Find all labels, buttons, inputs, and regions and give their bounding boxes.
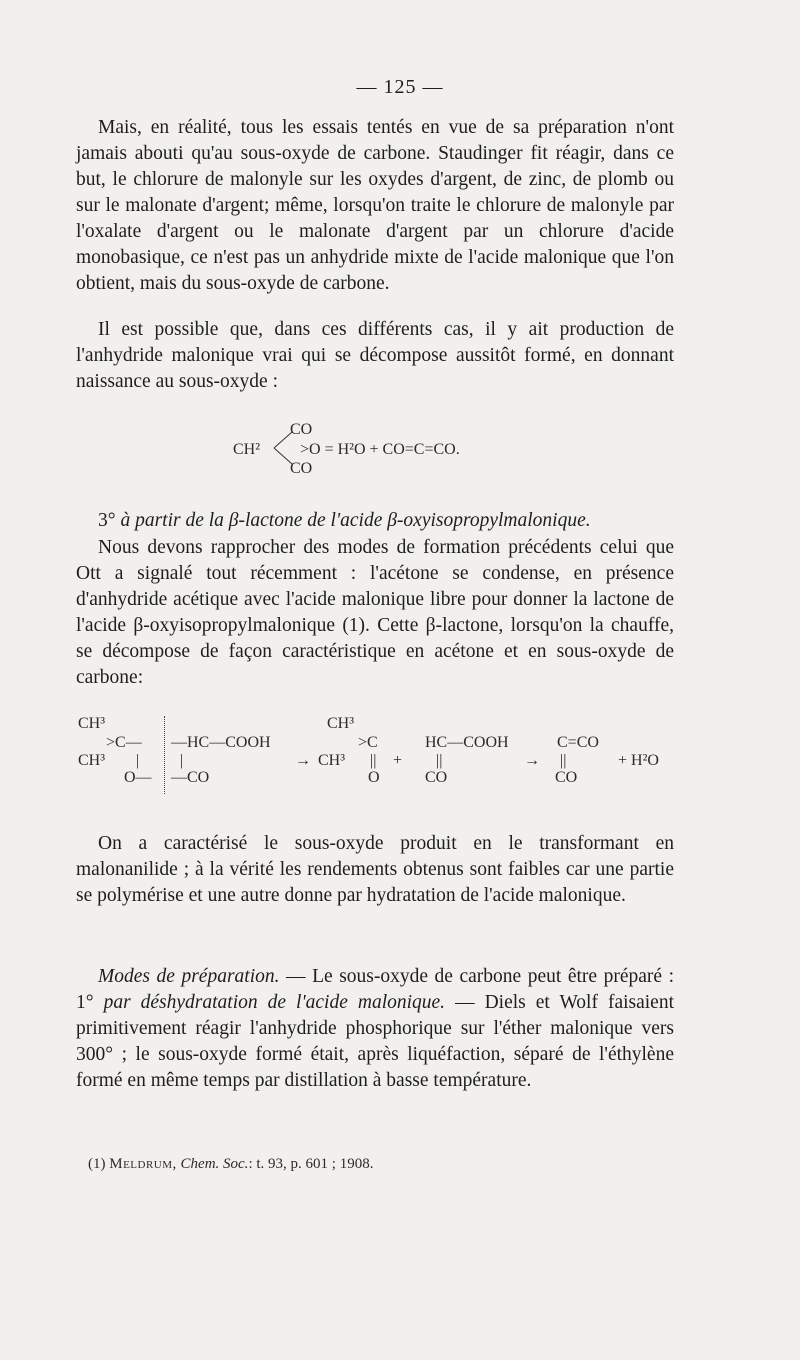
eq2-l-hc: —HC—COOH bbox=[171, 734, 271, 751]
footnote bbox=[88, 1156, 373, 1173]
eq2-l-bar2: | bbox=[180, 752, 184, 769]
eq1-co-top: CO bbox=[290, 421, 313, 438]
eq2-m-dbl1: || bbox=[370, 752, 377, 769]
eq2-m-co: CO bbox=[425, 769, 448, 786]
paragraph-5-a: — Le sous-oxyde de carbone peut être préparé : 1° bbox=[76, 966, 675, 1013]
eq2-l-co: —CO bbox=[171, 769, 210, 786]
heading-number: 3° bbox=[98, 510, 116, 531]
paragraph-1-text: Mais, en réalité, tous les essais tentés en vue de sa préparation n'ont jamais abouti qu'au sous-oxyde de carbone. Staudinger fit réagir, dans ce but, le chlorure de malonyle sur les oxydes d'argent, de zinc, de plomb ou sur le malonate d'argent; même, lorsqu'on traite le chlorure de malonyle par l'oxalate d'argent ou le malonate d'argent par un chlorure d'acide monobasique, ce n'est pas un anhydride mixte de l'acide malonique que l'on obtient, mais du sous-oxyde de carbone. bbox=[76, 117, 674, 294]
eq2-m-ch3-top: CH³ bbox=[327, 715, 355, 732]
eq2-dotted-line-1 bbox=[164, 716, 165, 794]
paragraph-3-text: Nous devons rapprocher des modes de formation précédents celui que Ott a signalé tout récemment : l'acétone se condense, en présence d'anhydride acétique avec l'acide malonique libre pour donner la lactone de l'acide β-oxyisopropylmalonique (1). Cette β-lactone, lorsqu'on la chauffe, se décompose de façon caractéristique en acétone et en sous-oxyde de carbone: bbox=[76, 537, 674, 688]
eq2-m-ch3-bot: CH³ bbox=[318, 752, 346, 769]
eq1-bonds bbox=[270, 428, 300, 468]
paragraph-5-c: — Diels et Wolf faisaient primitivement réagir l'anhydride phosphorique sur l'éther malonique vers 300° ; le sous-oxyde formé était, après liquéfaction, séparé de l'éthylène formé en même temps par distillation à basse température. bbox=[76, 992, 674, 1091]
eq2-r-dbl: || bbox=[560, 752, 567, 769]
eq2-arrow-1: → bbox=[295, 752, 311, 769]
section-heading-3 bbox=[76, 508, 674, 534]
paragraph-4-text: On a caractérisé le sous-oxyde produit en le transformant en malonanilide ; à la vérité les rendements obtenus sont faibles car une partie se polymérise et une autre donne par hydratation de l'acide malonique. bbox=[76, 833, 674, 906]
paragraph-5-b: par déshydratation de l'acide malonique. bbox=[103, 992, 446, 1013]
eq2-r-c: C=CO bbox=[557, 734, 599, 751]
eq2-l-c: >C— bbox=[106, 734, 142, 751]
paragraph-1 bbox=[76, 115, 674, 297]
paragraph-3 bbox=[76, 535, 674, 691]
eq2-m-plus: + bbox=[393, 752, 403, 769]
footnote-journal: Chem. Soc. bbox=[180, 1156, 249, 1172]
paragraph-2 bbox=[76, 317, 674, 395]
paragraph-5-lead: Modes de préparation. bbox=[98, 966, 280, 987]
footnote-ref: : t. 93, p. 601 ; 1908. bbox=[248, 1156, 374, 1172]
eq2-r-co: CO bbox=[555, 769, 578, 786]
eq2-l-ch3-bot: CH³ bbox=[78, 752, 106, 769]
eq1-co-bottom: CO bbox=[290, 460, 313, 477]
paragraph-4 bbox=[76, 831, 674, 909]
eq2-m-hc: HC—COOH bbox=[425, 734, 509, 751]
eq2-l-o: O— bbox=[124, 769, 152, 786]
eq2-m-c: >C bbox=[358, 734, 378, 751]
heading-text: à partir de la β-lactone de l'acide β-oxyisopropylmalonique. bbox=[120, 510, 591, 531]
eq2-l-ch3-top: CH³ bbox=[78, 715, 106, 732]
footnote-author: Meldrum, bbox=[109, 1156, 177, 1172]
paragraph-2-text: Il est possible que, dans ces différents cas, il y ait production de l'anhydride malonique vrai qui se décompose aussitôt formé, en donnant naissance au sous-oxyde : bbox=[76, 319, 674, 392]
paragraph-5 bbox=[76, 964, 674, 1094]
footnote-mark: (1) bbox=[88, 1156, 106, 1172]
eq2-l-bar1: | bbox=[136, 752, 140, 769]
eq2-r-water: + H²O bbox=[618, 752, 659, 769]
page-number: — 125 — bbox=[356, 76, 444, 98]
eq1-ch2: CH² bbox=[233, 441, 261, 458]
eq2-m-o: O bbox=[368, 769, 380, 786]
eq2-m-dbl2: || bbox=[436, 752, 443, 769]
eq1-middle: >O = H²O + CO=C=CO. bbox=[300, 441, 460, 458]
eq2-arrow-2: → bbox=[524, 752, 540, 769]
